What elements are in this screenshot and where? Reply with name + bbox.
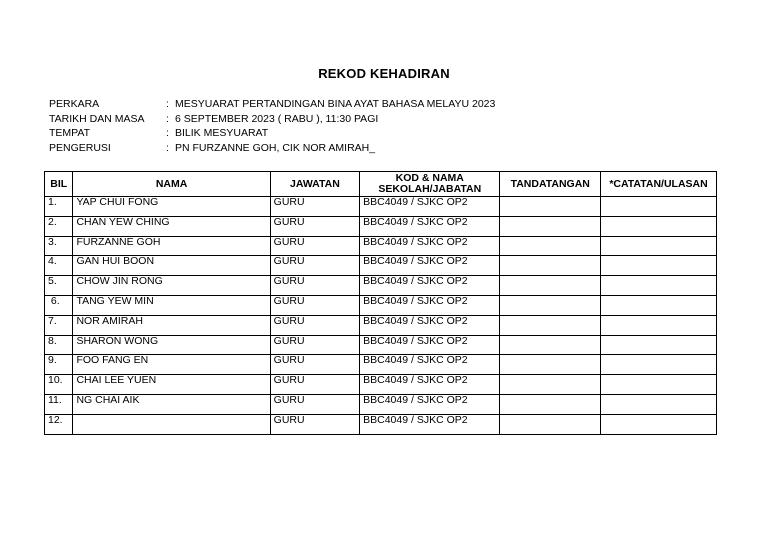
cell-jawatan: GURU bbox=[270, 256, 359, 276]
meta-separator: : bbox=[166, 127, 169, 139]
table-row bbox=[45, 375, 717, 395]
cell-nama: YAP CHUI FONG bbox=[73, 197, 270, 217]
cell-kod: BBC4049 / SJKC OP2 bbox=[360, 216, 500, 236]
meta-label: TEMPAT bbox=[49, 127, 91, 139]
cell-kod: BBC4049 / SJKC OP2 bbox=[360, 276, 500, 296]
cell-jawatan: GURU bbox=[270, 315, 359, 335]
cell-catatan bbox=[601, 355, 717, 375]
cell-tandatangan bbox=[500, 256, 601, 276]
table-row bbox=[45, 236, 717, 256]
cell-tandatangan bbox=[500, 375, 601, 395]
cell-jawatan: GURU bbox=[270, 236, 359, 256]
meta-separator: : bbox=[166, 141, 169, 154]
cell-tandatangan bbox=[500, 394, 601, 414]
cell-catatan bbox=[601, 256, 717, 276]
table-row bbox=[45, 394, 717, 414]
cell-bil: 5. bbox=[45, 276, 73, 296]
cell-kod: BBC4049 / SJKC OP2 bbox=[360, 197, 500, 217]
meta-value: MESYUARAT PERTANDINGAN BINA AYAT BAHASA MELAYU 2023 bbox=[175, 98, 496, 110]
meta-separator: : bbox=[166, 98, 169, 110]
cell-catatan bbox=[601, 295, 717, 315]
cell-jawatan: GURU bbox=[270, 355, 359, 375]
header-kod-line1: KOD & NAMA bbox=[395, 172, 464, 184]
cell-catatan bbox=[601, 375, 717, 395]
cell-catatan bbox=[601, 216, 717, 236]
cell-nama: GAN HUI BOON bbox=[73, 256, 270, 276]
cell-kod: BBC4049 / SJKC OP2 bbox=[360, 335, 500, 355]
cell-bil: 9. bbox=[45, 355, 73, 375]
meta-row-tarikh bbox=[49, 112, 495, 127]
cell-catatan bbox=[601, 394, 717, 414]
cell-nama: TANG YEW MIN bbox=[73, 295, 270, 315]
header-nama: NAMA bbox=[73, 172, 270, 197]
cell-jawatan: GURU bbox=[270, 375, 359, 395]
table-header-row bbox=[45, 172, 717, 197]
attendance-table bbox=[44, 171, 717, 435]
cell-catatan bbox=[601, 414, 717, 434]
cell-tandatangan bbox=[500, 295, 601, 315]
cell-tandatangan bbox=[500, 335, 601, 355]
cell-nama: FOO FANG EN bbox=[73, 355, 270, 375]
table-row bbox=[45, 295, 717, 315]
cell-tandatangan bbox=[500, 216, 601, 236]
cell-nama: SHARON WONG bbox=[73, 335, 270, 355]
header-kod-sekolah bbox=[360, 172, 500, 197]
cell-bil: 2. bbox=[45, 216, 73, 236]
cell-kod: BBC4049 / SJKC OP2 bbox=[360, 414, 500, 434]
meta-label: PERKARA bbox=[49, 98, 100, 110]
cell-catatan bbox=[601, 335, 717, 355]
cell-jawatan: GURU bbox=[270, 276, 359, 296]
cell-bil: 1. bbox=[45, 197, 73, 217]
cell-nama: CHOW JIN RONG bbox=[73, 276, 270, 296]
table-row bbox=[45, 256, 717, 276]
cell-jawatan: GURU bbox=[270, 394, 359, 414]
table-row bbox=[45, 276, 717, 296]
cell-jawatan: GURU bbox=[270, 335, 359, 355]
cell-bil: 12. bbox=[45, 414, 73, 434]
cell-bil: 4. bbox=[45, 256, 73, 276]
cell-nama: FURZANNE GOH bbox=[73, 236, 270, 256]
header-kod-line2: SEKOLAH/JABATAN bbox=[378, 183, 482, 195]
cell-nama: NG CHAI AIK bbox=[73, 394, 270, 414]
cell-nama: CHAI LEE YUEN bbox=[73, 375, 270, 395]
cell-kod: BBC4049 / SJKC OP2 bbox=[360, 236, 500, 256]
cell-bil: 10. bbox=[45, 375, 73, 395]
cell-nama bbox=[73, 414, 270, 434]
cell-catatan bbox=[601, 276, 717, 296]
cell-jawatan: GURU bbox=[270, 295, 359, 315]
cell-jawatan: GURU bbox=[270, 216, 359, 236]
cell-kod: BBC4049 / SJKC OP2 bbox=[360, 295, 500, 315]
meta-label: PENGERUSI bbox=[49, 141, 111, 154]
meta-label: TARIKH DAN MASA bbox=[49, 112, 145, 125]
cell-tandatangan bbox=[500, 276, 601, 296]
cell-nama: NOR AMIRAH bbox=[73, 315, 270, 335]
header-bil: BIL bbox=[45, 172, 73, 197]
cell-kod: BBC4049 / SJKC OP2 bbox=[360, 375, 500, 395]
table-row bbox=[45, 355, 717, 375]
cell-bil: 6. bbox=[45, 295, 73, 315]
meta-row-perkara bbox=[49, 97, 495, 112]
cell-catatan bbox=[601, 236, 717, 256]
cell-jawatan: GURU bbox=[270, 414, 359, 434]
cell-tandatangan bbox=[500, 355, 601, 375]
cell-tandatangan bbox=[500, 315, 601, 335]
cell-jawatan: GURU bbox=[270, 197, 359, 217]
document-title: REKOD KEHADIRAN bbox=[318, 66, 450, 81]
cell-nama: CHAN YEW CHING bbox=[73, 216, 270, 236]
meta-value: PN FURZANNE GOH, CIK NOR AMIRAH_ bbox=[175, 141, 376, 154]
table-row bbox=[45, 216, 717, 236]
cell-kod: BBC4049 / SJKC OP2 bbox=[360, 394, 500, 414]
meta-value: BILIK MESYUARAT bbox=[175, 127, 269, 139]
cell-bil: 3. bbox=[45, 236, 73, 256]
cell-bil: 8. bbox=[45, 335, 73, 355]
meta-separator: : bbox=[166, 112, 169, 125]
meta-row-tempat bbox=[49, 126, 495, 141]
table-row bbox=[45, 414, 717, 434]
cell-bil: 11. bbox=[45, 394, 73, 414]
header-jawatan: JAWATAN bbox=[270, 172, 359, 197]
cell-kod: BBC4049 / SJKC OP2 bbox=[360, 315, 500, 335]
header-catatan: *CATATAN/ULASAN bbox=[601, 172, 717, 197]
cell-catatan bbox=[601, 315, 717, 335]
cell-tandatangan bbox=[500, 197, 601, 217]
cell-tandatangan bbox=[500, 236, 601, 256]
cell-tandatangan bbox=[500, 414, 601, 434]
header-tandatangan: TANDATANGAN bbox=[500, 172, 601, 197]
table-row bbox=[45, 335, 717, 355]
cell-catatan bbox=[601, 197, 717, 217]
cell-kod: BBC4049 / SJKC OP2 bbox=[360, 355, 500, 375]
table-row bbox=[45, 315, 717, 335]
meta-row-pengerusi bbox=[49, 141, 495, 156]
cell-kod: BBC4049 / SJKC OP2 bbox=[360, 256, 500, 276]
table-row bbox=[45, 197, 717, 217]
meeting-details bbox=[49, 97, 495, 155]
cell-bil: 7. bbox=[45, 315, 73, 335]
meta-value: 6 SEPTEMBER 2023 ( RABU ), 11:30 PAGI bbox=[175, 112, 379, 125]
